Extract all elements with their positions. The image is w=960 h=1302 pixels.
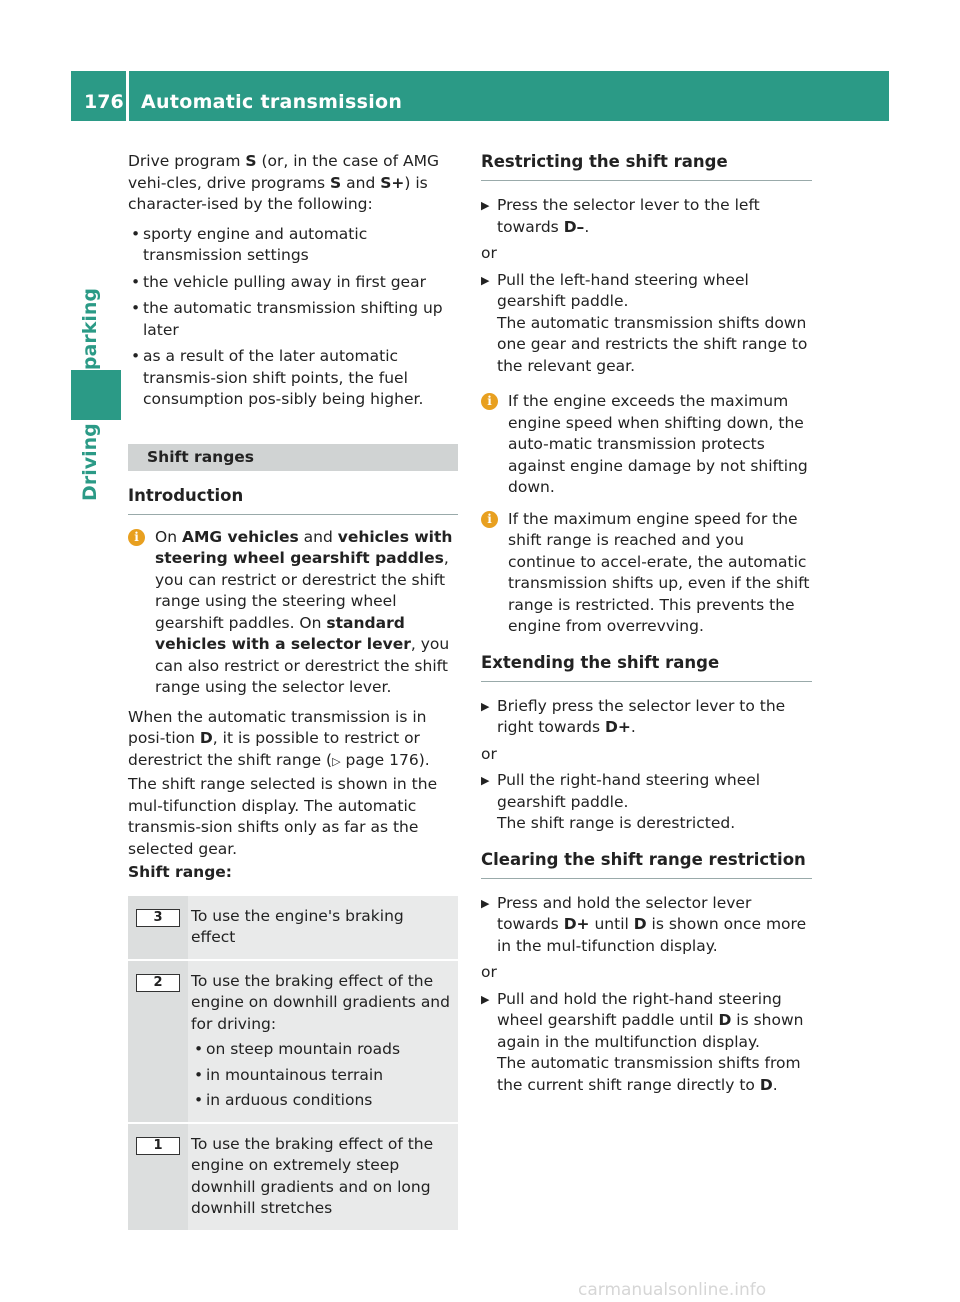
gear-key-2: 2 xyxy=(136,974,180,992)
step: ▶ Pull the left-hand steering wheel gearshift paddle. The automatic transmission shifts down one gear and restricts the shift range to the relevant gear. xyxy=(481,270,808,375)
or-text: or xyxy=(481,744,497,763)
step: ▶ Pull the right-hand steering wheel gearshift paddle. The shift range is derestricted. xyxy=(481,771,761,832)
list-item: • in arduous conditions xyxy=(191,1090,450,1112)
arrow-right-icon: ▶ xyxy=(481,199,490,212)
arrow-right-icon: ▶ xyxy=(481,273,490,287)
gear-key-3: 3 xyxy=(136,909,180,927)
heading-extending: Extending the shift range xyxy=(481,652,812,682)
info-icon: i xyxy=(128,529,145,546)
heading-introduction: Introduction xyxy=(128,485,458,515)
page-number: 176 xyxy=(84,91,124,113)
right-column xyxy=(481,151,812,1096)
header-divider xyxy=(126,71,129,121)
list-item: • as a result of the later automatic transmis-sion shift points, the fuel consumption pos-sibly being higher. xyxy=(128,346,458,411)
section-bar-shift-ranges: Shift ranges xyxy=(128,444,458,471)
table-row xyxy=(128,896,458,959)
table-cell: To use the braking effect of the engine on downhill gradients and for driving: • on steep mountain roads • in mountainous terrain • in arduous conditions xyxy=(188,961,458,1122)
or-text: or xyxy=(481,963,497,981)
step: ▶ Pull and hold the right-hand steering wheel gearshift paddle until D is shown again in the multifunction display. The automatic transmission shifts from the current shift range directly to D. xyxy=(481,989,804,1094)
info-note: i If the maximum engine speed for the shift range is reached and you continue to accel-erate, the automatic transmission shifts up, even if the shift range is restricted. This prevents the engine from overrevving. xyxy=(481,509,812,638)
table-cell: To use the engine's braking effect xyxy=(188,896,458,959)
list-item: • in mountainous terrain xyxy=(191,1065,450,1087)
heading-restricting: Restricting the shift range xyxy=(481,151,812,181)
arrow-right-icon: ▶ xyxy=(481,774,490,787)
left-column xyxy=(128,151,458,1232)
info-note: i If the engine exceeds the maximum engine speed when shifting down, the auto-matic transmission protects against engine damage by not shifting down. xyxy=(481,391,812,499)
characteristics-list xyxy=(128,224,458,411)
list-item: • sporty engine and automatic transmission settings xyxy=(128,224,458,267)
side-tab xyxy=(80,288,120,328)
side-tab-block xyxy=(71,370,121,420)
step: ▶ Briefly press the selector lever to the right towards D+. xyxy=(481,696,786,736)
display-paragraph: The shift range selected is shown in the mul-tifunction display. The automatic transmis-sion shifts only as far as the selected gear. xyxy=(128,775,438,858)
step: ▶ Press and hold the selector lever towards D+ until D is shown once more in the mul-tifunction display. xyxy=(481,893,807,955)
arrow-right-icon: ▶ xyxy=(481,896,490,910)
watermark: carmanualsonline.info xyxy=(578,1280,767,1300)
shift-range-label: Shift range: xyxy=(128,863,233,881)
info-note: i On AMG vehicles and vehicles with steering wheel gearshift paddles, you can restrict or derestrict the shift range using the steering wheel gearshift paddles. On standard vehicles with a selector lever, you can also restrict or derestrict the shift range using the selector lever. xyxy=(128,527,458,699)
gear-key-1: 1 xyxy=(136,1137,180,1155)
page-header xyxy=(71,71,889,121)
shift-range-table xyxy=(128,894,458,1232)
table-row xyxy=(128,1124,458,1230)
list-item: • the automatic transmission shifting up later xyxy=(128,298,458,341)
heading-clearing: Clearing the shift range restriction xyxy=(481,849,812,879)
intro-paragraph: Drive program S (or, in the case of AMG vehi-cles, drive programs S and S+) is character-ised by the following: xyxy=(128,152,440,213)
info-icon: i xyxy=(481,393,498,410)
page-title: Automatic transmission xyxy=(141,91,403,113)
arrow-right-icon: ▶ xyxy=(481,992,490,1006)
step: ▶ Press the selector lever to the left towards D–. xyxy=(481,196,760,236)
table-row xyxy=(128,961,458,1122)
page-ref-arrow-icon: ▷ xyxy=(332,754,341,768)
list-item: • on steep mountain roads xyxy=(191,1039,450,1061)
info-icon: i xyxy=(481,511,498,528)
list-item: • the vehicle pulling away in first gear xyxy=(128,272,458,294)
arrow-right-icon: ▶ xyxy=(481,699,490,713)
table-cell: To use the braking effect of the engine on extremely steep downhill gradients and on long downhill stretches xyxy=(188,1124,458,1230)
or-text: or xyxy=(481,244,497,262)
position-d-paragraph: When the automatic transmission is in posi-tion D, it is possible to restrict or derestrict the shift range (▷ page 176). xyxy=(128,707,430,769)
